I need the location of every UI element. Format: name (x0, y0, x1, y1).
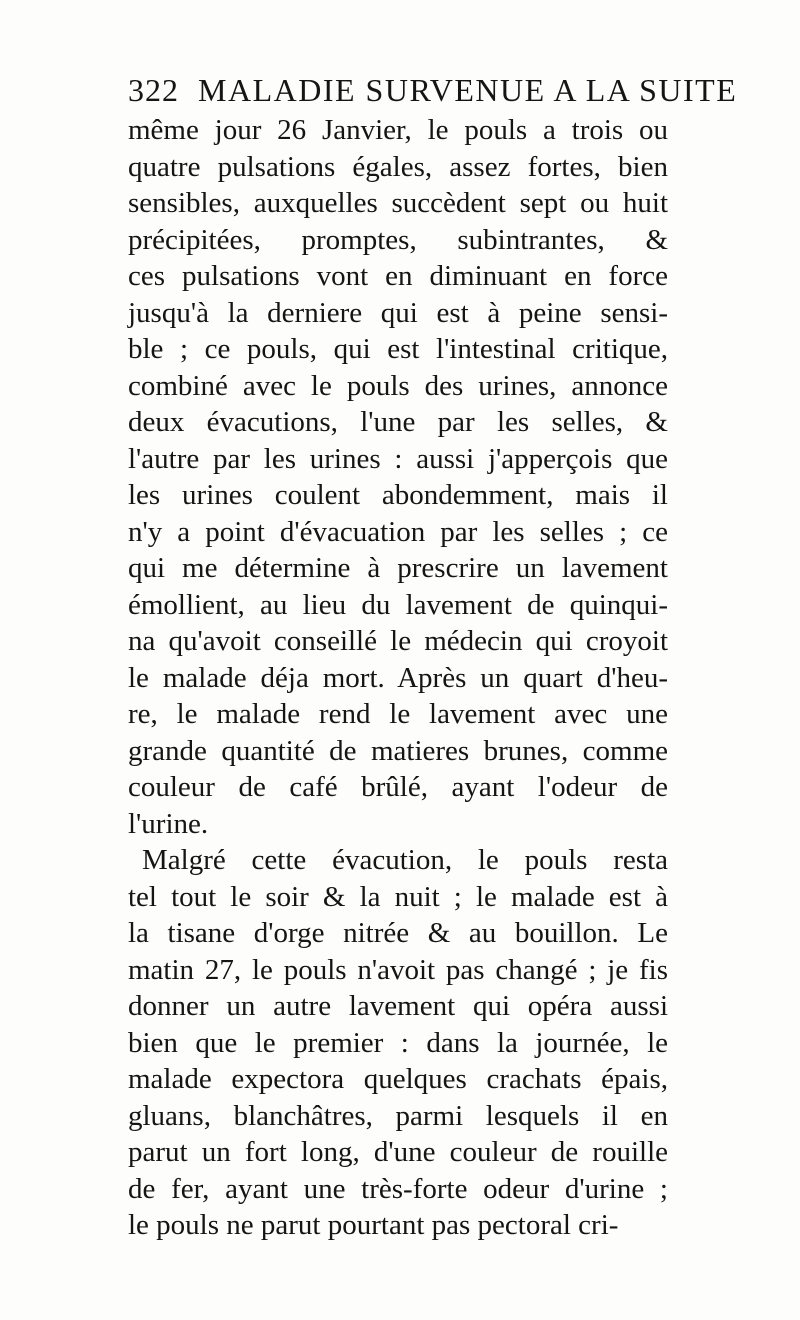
text-line: bien que le premier : dans la journée, le (128, 1026, 668, 1059)
text-line: matin 27, le pouls n'avoit pas changé ; je fis (128, 953, 668, 986)
text-line: parut un fort long, d'une couleur de rouille (128, 1136, 668, 1168)
text-line: couleur de café brûlé, ayant l'odeur de (128, 771, 668, 803)
text-line: ble ; ce pouls, qui est l'intestinal critique, (128, 333, 668, 365)
text-line: le pouls ne parut pourtant pas pectoral cri- (128, 1209, 619, 1241)
text-line: tel tout le soir & la nuit ; le malade est à (128, 880, 668, 913)
text-line: de fer, ayant une très-forte odeur d'urine ; (128, 1172, 668, 1205)
text-line: malade expectora quelques crachats épais, (128, 1063, 668, 1095)
text-line: combiné avec le pouls des urines, annonce (128, 369, 668, 402)
body-text (128, 112, 668, 1244)
page-header (128, 70, 738, 110)
text-line: les urines coulent abondemment, mais il (128, 479, 668, 511)
page-number: 322 (128, 72, 179, 108)
text-line: qui me détermine à prescrire un lavement (128, 552, 668, 584)
text-line: même jour 26 Janvier, le pouls a trois ou (128, 114, 668, 146)
text-line: grande quantité de matieres brunes, comme (128, 734, 668, 767)
text-line: précipitées, promptes, subintrantes, & (128, 223, 668, 256)
text-line: na qu'avoit conseillé le médecin qui croyoit (128, 625, 668, 657)
text-line: Malgré cette évacution, le pouls resta (142, 844, 668, 876)
text-line: l'autre par les urines : aussi j'apperçois que (128, 442, 668, 475)
text-line: ces pulsations vont en diminuant en force (128, 260, 668, 292)
text-line: le malade déja mort. Après un quart d'heu- (128, 661, 668, 694)
running-title: MALADIE SURVENUE A LA SUITE (198, 72, 738, 108)
text-line: l'urine. (128, 807, 209, 840)
text-line: la tisane d'orge nitrée & au bouillon. Le (128, 917, 668, 949)
text-line: n'y a point d'évacuation par les selles ; ce (128, 515, 668, 548)
text-line: jusqu'à la derniere qui est à peine sensi- (128, 296, 668, 329)
text-line: quatre pulsations égales, assez fortes, bien (128, 150, 668, 183)
text-line: deux évacutions, l'une par les selles, & (128, 406, 668, 438)
text-line: donner un autre lavement qui opéra aussi (128, 990, 668, 1022)
text-line: re, le malade rend le lavement avec une (128, 698, 668, 730)
text-line: gluans, blanchâtres, parmi lesquels il en (128, 1099, 668, 1132)
text-line: émollient, au lieu du lavement de quinqui- (128, 588, 668, 621)
text-line: sensibles, auxquelles succèdent sept ou huit (128, 187, 668, 219)
